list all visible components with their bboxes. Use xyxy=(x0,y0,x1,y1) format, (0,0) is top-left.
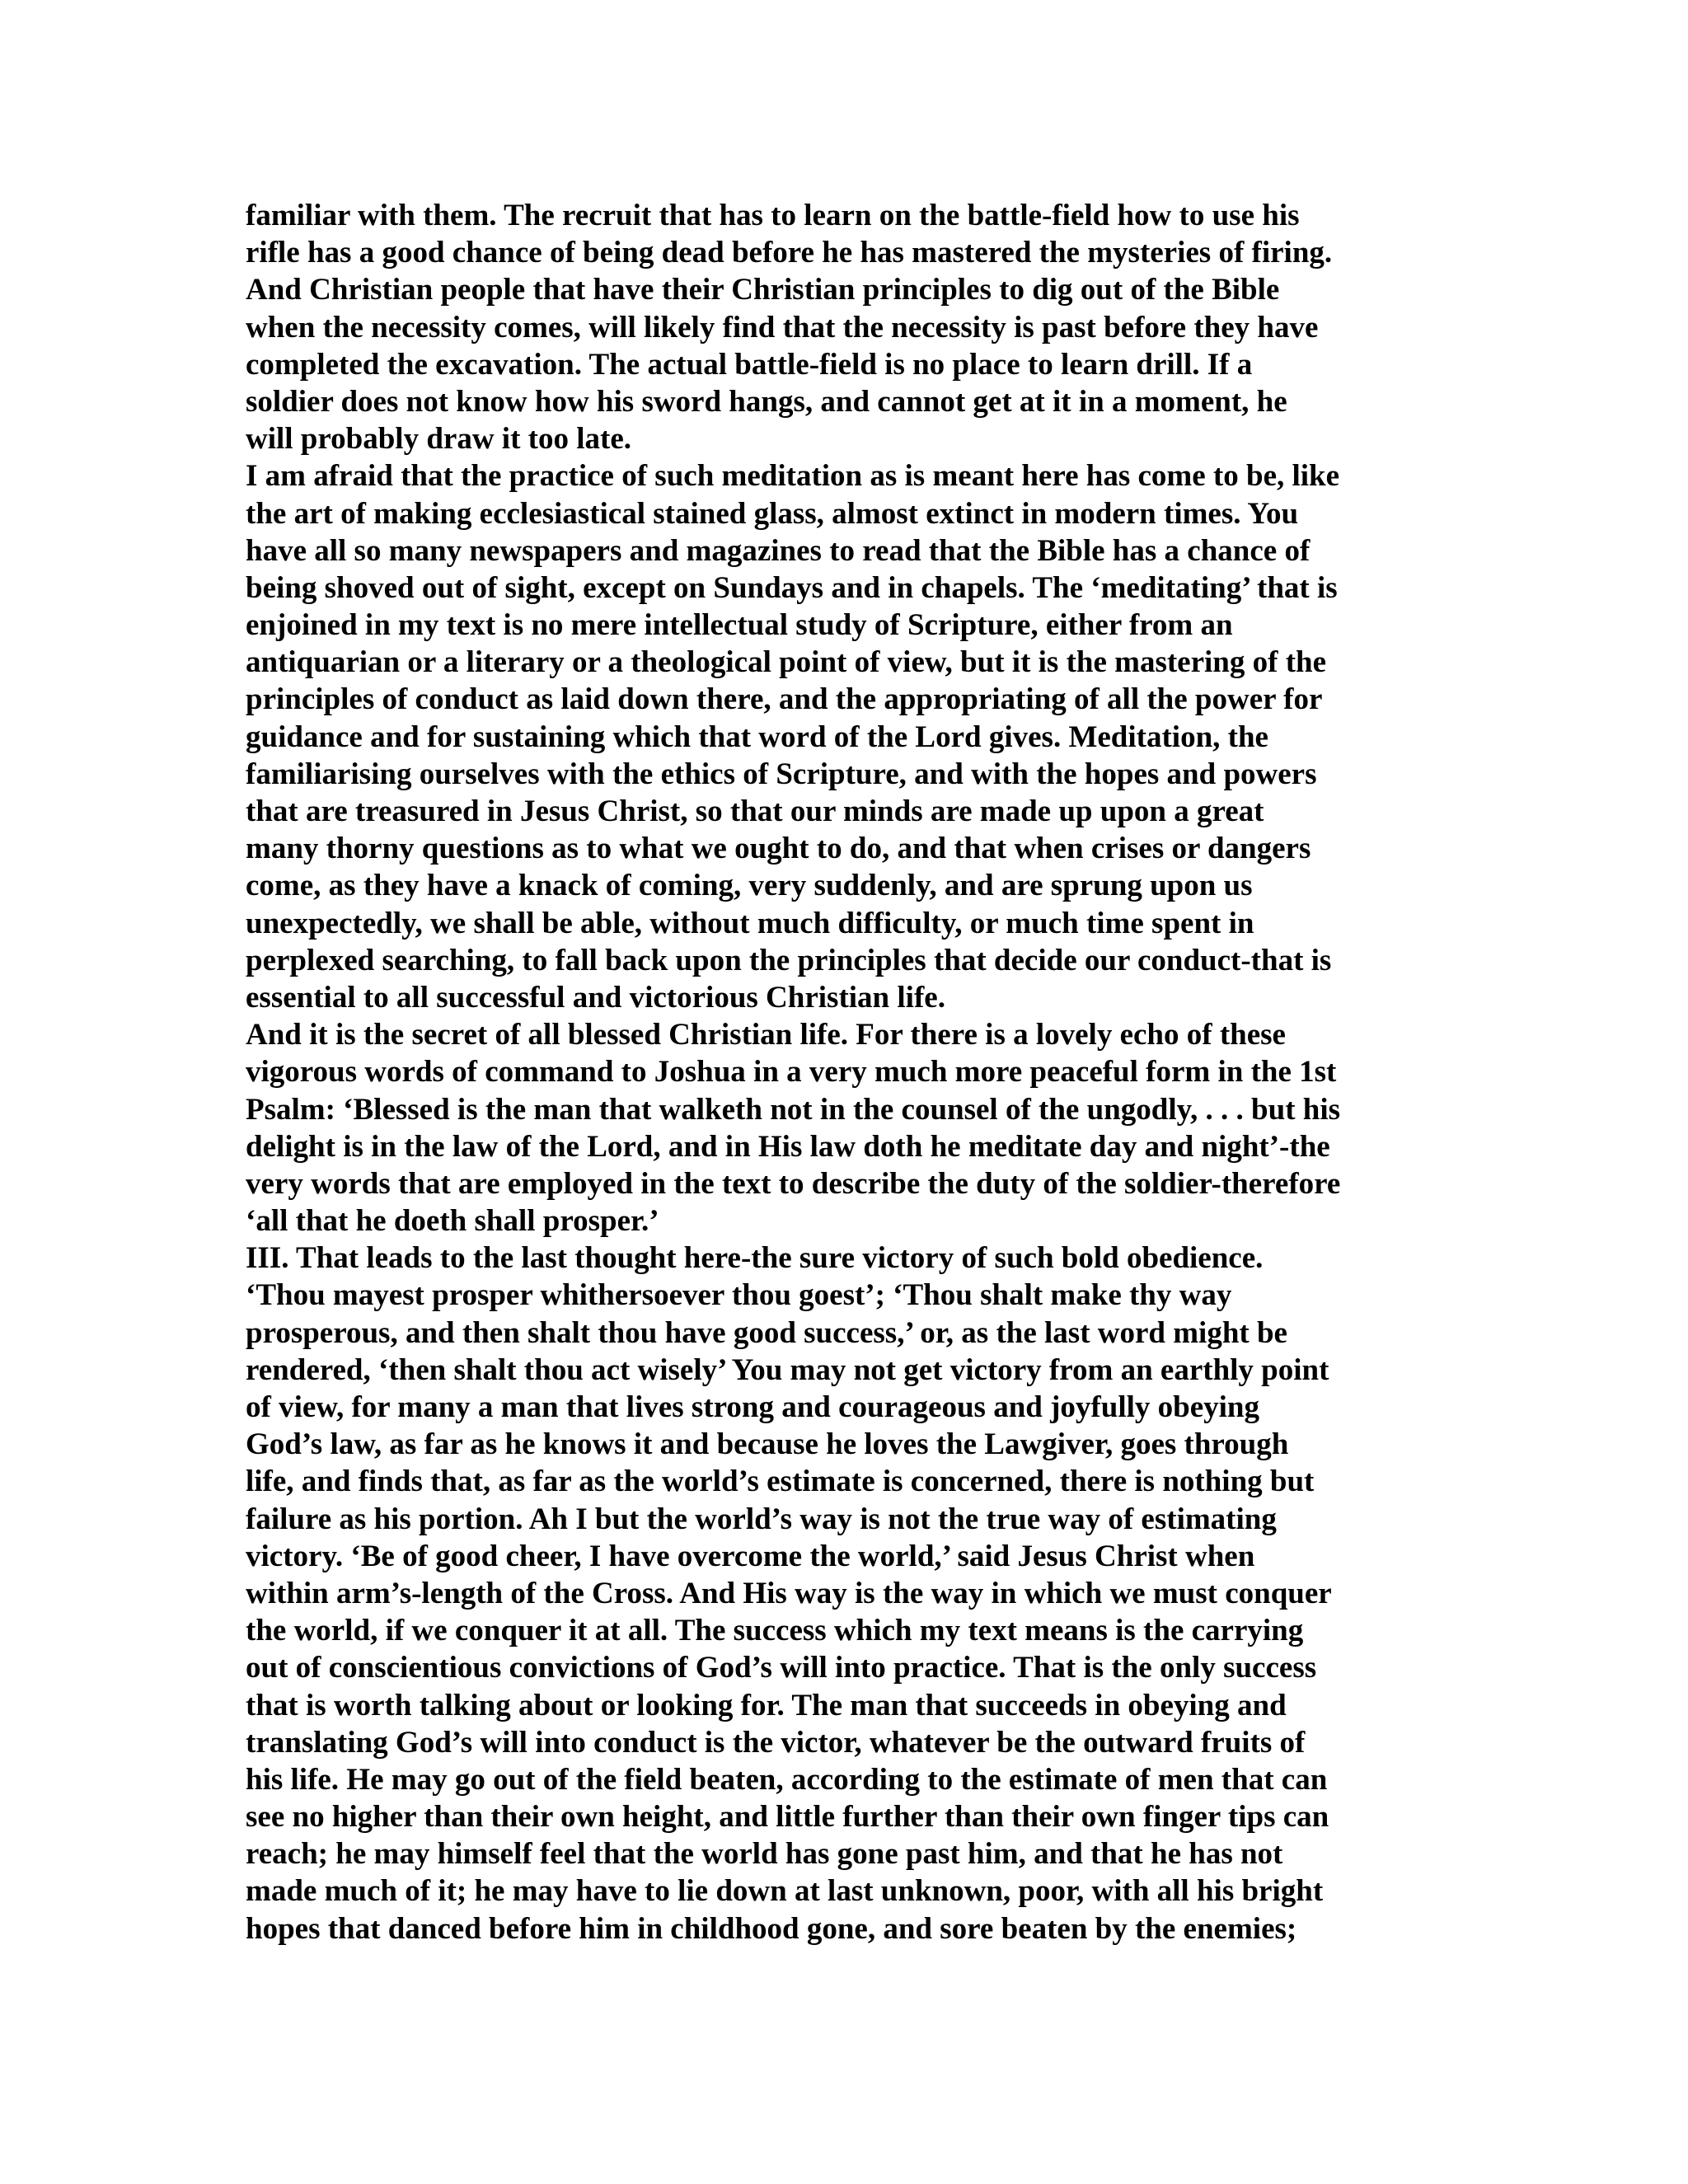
text-line: essential to all successful and victorious Christian life. xyxy=(246,980,945,1015)
text-line: And Christian people that have their Christian principles to dig out of the Bible xyxy=(246,273,1280,307)
text-line: that are treasured in Jesus Christ, so that our minds are made up upon a great xyxy=(246,794,1264,828)
text-line: life, and finds that, as far as the world’s estimate is concerned, there is nothing but xyxy=(246,1465,1315,1499)
text-line: come, as they have a knack of coming, very suddenly, and are sprung upon us xyxy=(246,869,1253,903)
text-line: Psalm: ‘Blessed is the man that walketh not in the counsel of the ungodly, . . . but his xyxy=(246,1092,1341,1127)
text-line: rifle has a good chance of being dead before he has mastered the mysteries of firing. xyxy=(246,236,1333,270)
body-text xyxy=(246,197,1449,1947)
text-line: principles of conduct as laid down there, and the appropriating of all the power for xyxy=(246,682,1323,717)
text-line: being shoved out of sight, except on Sundays and in chapels. The ‘meditating’ that is xyxy=(246,570,1338,605)
text-line: unexpectedly, we shall be able, without much difficulty, or much time spent in xyxy=(246,906,1254,940)
text-line: many thorny questions as to what we ought to do, and that when crises or dangers xyxy=(246,832,1311,866)
text-line: And it is the secret of all blessed Christian life. For there is a lovely echo of these xyxy=(246,1018,1286,1052)
text-line: have all so many newspapers and magazines to read that the Bible has a chance of xyxy=(246,533,1311,568)
text-line: I am afraid that the practice of such meditation as is meant here has come to be, like xyxy=(246,459,1340,494)
text-line: made much of it; he may have to lie down at last unknown, poor, with all his bright xyxy=(246,1874,1324,1909)
text-line: familiar with them. The recruit that has to learn on the battle-field how to use his xyxy=(246,199,1300,232)
text-line: out of conscientious convictions of God’s will into practice. That is the only success xyxy=(246,1651,1317,1685)
text-line: prosperous, and then shalt thou have good success,’ or, as the last word might be xyxy=(246,1315,1287,1350)
text-line: the world, if we conquer it at all. The success which my text means is the carrying xyxy=(246,1614,1304,1648)
text-line: victory. ‘Be of good cheer, I have overcome the world,’ said Jesus Christ when xyxy=(246,1539,1255,1573)
text-line: failure as his portion. Ah I but the world’s way is not the true way of estimating xyxy=(246,1502,1277,1536)
text-line: that is worth talking about or looking for. The man that succeeds in obeying and xyxy=(246,1688,1287,1722)
text-line: delight is in the law of the Lord, and in His law doth he meditate day and night’-the xyxy=(246,1129,1330,1164)
text-line: soldier does not know how his sword hangs, and cannot get at it in a moment, he xyxy=(246,384,1287,419)
text-line: III. That leads to the last thought here-the sure victory of such bold obedience. xyxy=(246,1241,1264,1276)
text-line: rendered, ‘then shalt thou act wisely’ You may not get victory from an earthly point xyxy=(246,1352,1329,1387)
text-line: God’s law, as far as he knows it and because he loves the Lawgiver, goes through xyxy=(246,1427,1289,1462)
text-line: antiquarian or a literary or a theological point of view, but it is the mastering of the xyxy=(246,645,1327,680)
text-line: completed the excavation. The actual battle-field is no place to learn drill. If a xyxy=(246,347,1253,382)
text-line: will probably draw it too late. xyxy=(246,422,631,457)
text-line: reach; he may himself feel that the world has gone past him, and that he has not xyxy=(246,1837,1283,1872)
text-line: hopes that danced before him in childhood gone, and sore beaten by the enemies; xyxy=(246,1911,1297,1946)
text-line: perplexed searching, to fall back upon the principles that decide our conduct-that is xyxy=(246,943,1332,977)
text-line: ‘all that he doeth shall prosper.’ xyxy=(246,1204,659,1239)
text-line: within arm’s-length of the Cross. And His way is the way in which we must conquer xyxy=(246,1576,1332,1610)
text-line: translating God’s will into conduct is the victor, whatever be the outward fruits of xyxy=(246,1725,1306,1760)
text-line: ‘Thou mayest prosper whithersoever thou goest’; ‘Thou shalt make thy way xyxy=(246,1278,1232,1313)
text-line: guidance and for sustaining which that word of the Lord gives. Meditation, the xyxy=(246,719,1268,754)
text-line: the art of making ecclesiastical stained glass, almost extinct in modern times. You xyxy=(246,496,1299,531)
text-line: of view, for many a man that lives strong and courageous and joyfully obeying xyxy=(246,1390,1259,1424)
text-line: familiarising ourselves with the ethics of Scripture, and with the hopes and powers xyxy=(246,757,1317,791)
text-line: his life. He may go out of the field beaten, according to the estimate of men that can xyxy=(246,1762,1328,1797)
text-line: enjoined in my text is no mere intellectual study of Scripture, either from an xyxy=(246,608,1233,643)
text-line: when the necessity comes, will likely find that the necessity is past before they have xyxy=(246,310,1319,344)
text-line: vigorous words of command to Joshua in a very much more peaceful form in the 1st xyxy=(246,1055,1337,1090)
text-line: see no higher than their own height, and little further than their own finger tips can xyxy=(246,1800,1329,1835)
text-line: very words that are employed in the text to describe the duty of the soldier-therefore xyxy=(246,1166,1341,1201)
